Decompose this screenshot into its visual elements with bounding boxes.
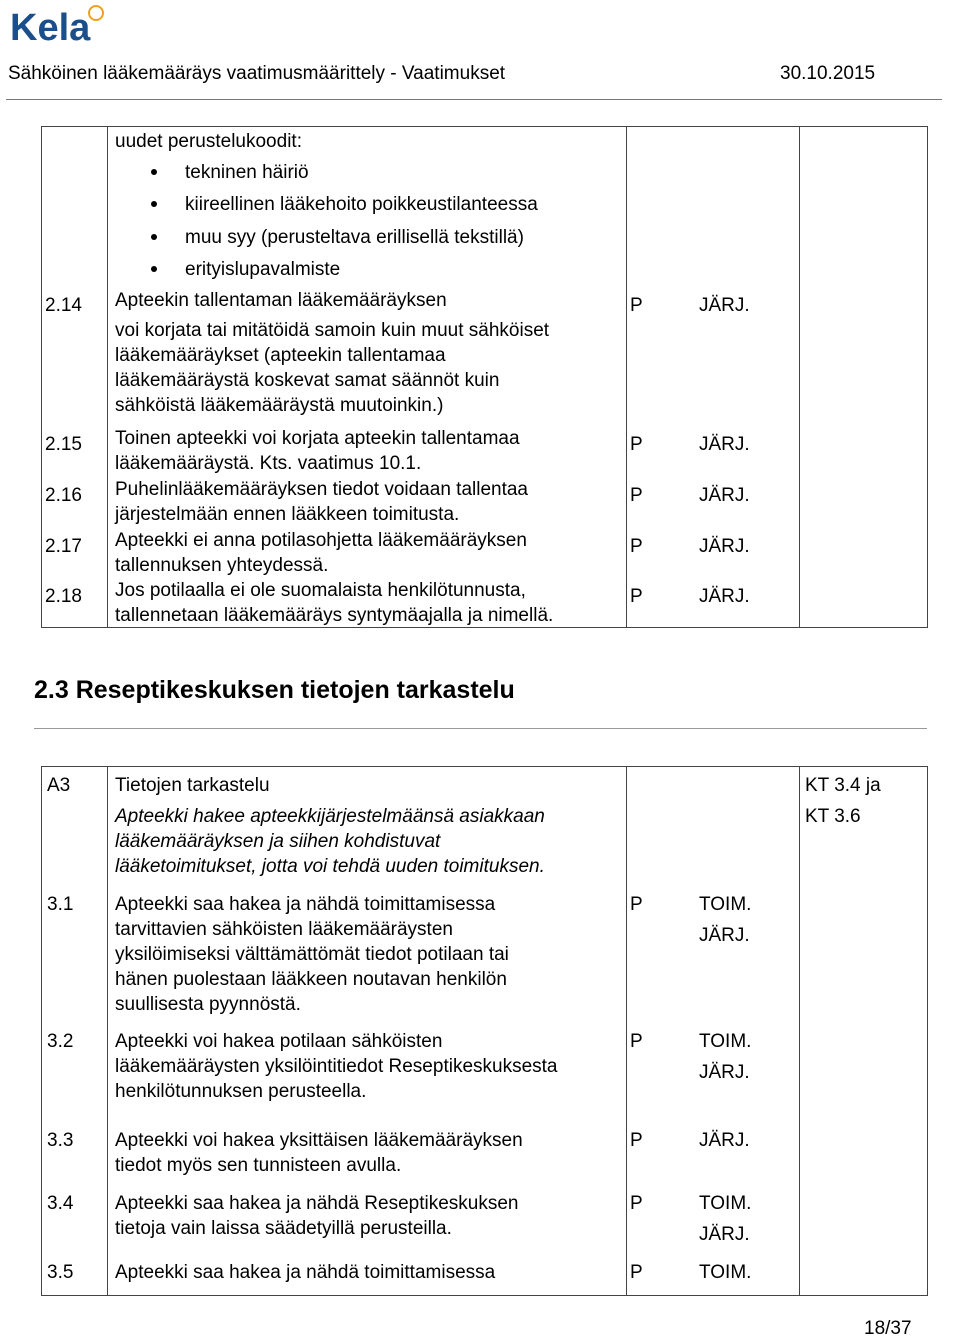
requirement-id: 2.15 [45,434,82,455]
requirement-text: Toinen apteekki voi korjata apteekin tallentamaa [115,428,520,449]
requirement-text: sähköistä lääkemääräystä muutoinkin.) [115,395,444,416]
requirement-id: 3.3 [47,1130,74,1151]
page-number: 18/37 [864,1318,912,1339]
requirement-scope: JÄRJ. [699,536,750,557]
requirement-scope: TOIM. [699,1031,752,1052]
requirement-priority: P [630,1262,643,1283]
requirement-priority: P [630,1130,643,1151]
requirement-text: voi korjata tai mitätöidä samoin kuin muut sähköiset [115,320,550,341]
table-column-divider [799,126,800,628]
requirement-id: 2.14 [45,295,82,316]
requirement-scope: JÄRJ. [699,1224,750,1245]
requirement-text: suullisesta pyynnöstä. [115,994,301,1015]
bullet-icon [151,266,157,272]
requirement-text: lääkemääräysten yksilöintitiedot Reseptikeskuksesta [115,1056,558,1077]
requirement-priority: P [630,434,643,455]
requirement-text: Apteekki saa hakea ja nähdä toimittamisessa [115,1262,496,1283]
requirement-scope: JÄRJ. [699,434,750,455]
requirement-scope: JÄRJ. [699,925,750,946]
list-item: erityislupavalmiste [185,259,341,280]
requirement-id: 3.2 [47,1031,74,1052]
requirement-priority: P [630,586,643,607]
table-column-divider [107,766,108,1296]
requirement-group-description: Apteekki hakee apteekkijärjestelmäänsä asiakkaan [115,806,545,827]
requirement-id: 3.1 [47,894,74,915]
kela-logo-mark [10,2,120,50]
kela-logo [10,2,120,55]
header-divider [6,99,942,100]
requirement-text: Apteekki voi hakea potilaan sähköisten [115,1031,443,1052]
list-item: kiireellinen lääkehoito poikkeustilanteessa [185,194,538,215]
requirement-priority: P [630,1193,643,1214]
list-item: muu syy (perusteltava erillisellä tekstillä) [185,227,524,248]
section-divider [34,728,927,729]
requirement-reference: KT 3.4 ja [805,775,881,796]
requirement-text: lääkemääräykset (apteekin tallentamaa [115,345,446,366]
document-date: 30.10.2015 [780,63,876,84]
perustelukoodit-intro: uudet perustelukoodit: [115,131,302,152]
requirement-priority: P [630,485,643,506]
requirement-scope: TOIM. [699,1193,752,1214]
table-column-divider [799,766,800,1296]
table-column-divider [626,126,627,628]
requirement-text: tarvittavien sähköisten lääkemääräysten [115,919,453,940]
requirement-text: Jos potilaalla ei ole suomalaista henkilötunnusta, [115,580,526,601]
requirement-scope: JÄRJ. [699,295,750,316]
requirement-text: tiedot myös sen tunnisteen avulla. [115,1155,402,1176]
requirement-text: lääkemääräystä. Kts. vaatimus 10.1. [115,453,422,474]
requirement-text: hänen puolestaan lääkkeen noutavan henkilön [115,969,507,990]
section-heading: 2.3 Reseptikeskuksen tietojen tarkastelu [34,676,515,704]
requirement-group-description: lääkemääräyksen ja siihen kohdistuvat [115,831,441,852]
requirement-group-title: Tietojen tarkastelu [115,775,270,796]
requirement-scope: JÄRJ. [699,1062,750,1083]
requirement-scope: JÄRJ. [699,1130,750,1151]
requirement-id: 3.5 [47,1262,74,1283]
requirement-text: tallennetaan lääkemääräys syntymäajalla ja nimellä. [115,605,554,626]
requirement-id: 3.4 [47,1193,74,1214]
requirement-reference: KT 3.6 [805,806,861,827]
requirement-text: Apteekki ei anna potilasohjetta lääkemääräyksen [115,530,527,551]
requirement-scope: TOIM. [699,894,752,915]
requirement-scope: JÄRJ. [699,586,750,607]
bullet-icon [151,169,157,175]
table-column-divider [107,126,108,628]
table-column-divider [626,766,627,1296]
requirement-text: lääkemääräystä koskevat samat säännöt kuin [115,370,500,391]
requirement-group-id: A3 [47,775,71,796]
requirement-priority: P [630,295,643,316]
requirement-priority: P [630,1031,643,1052]
logo-text: Kela [10,7,91,49]
requirement-text: tietoja vain laissa säädetyillä perusteilla. [115,1218,452,1239]
requirement-text: Apteekki saa hakea ja nähdä toimittamisessa [115,894,496,915]
requirement-scope: JÄRJ. [699,485,750,506]
requirement-text: henkilötunnuksen perusteella. [115,1081,367,1102]
requirement-text: Apteekin tallentaman lääkemääräyksen [115,290,447,311]
requirement-group-description: lääketoimitukset, jotta voi tehdä uuden toimituksen. [115,856,545,877]
requirement-priority: P [630,894,643,915]
bullet-icon [151,234,157,240]
requirement-text: Puhelinlääkemääräyksen tiedot voidaan tallentaa [115,479,528,500]
requirement-id: 2.17 [45,536,82,557]
document-title: Sähköinen lääkemääräys vaatimusmäärittely - Vaatimukset [8,63,506,84]
requirement-id: 2.18 [45,586,82,607]
requirement-id: 2.16 [45,485,82,506]
requirement-scope: TOIM. [699,1262,752,1283]
requirement-priority: P [630,536,643,557]
bullet-icon [151,201,157,207]
requirement-text: järjestelmään ennen lääkkeen toimitusta. [115,504,460,525]
requirement-text: yksilöimiseksi välttämättömät tiedot potilaan tai [115,944,509,965]
requirement-text: Apteekki saa hakea ja nähdä Reseptikeskuksen [115,1193,519,1214]
logo-registered-mark [89,6,103,20]
requirement-text: tallennuksen yhteydessä. [115,555,329,576]
list-item: tekninen häiriö [185,162,309,183]
requirement-text: Apteekki voi hakea yksittäisen lääkemääräyksen [115,1130,523,1151]
